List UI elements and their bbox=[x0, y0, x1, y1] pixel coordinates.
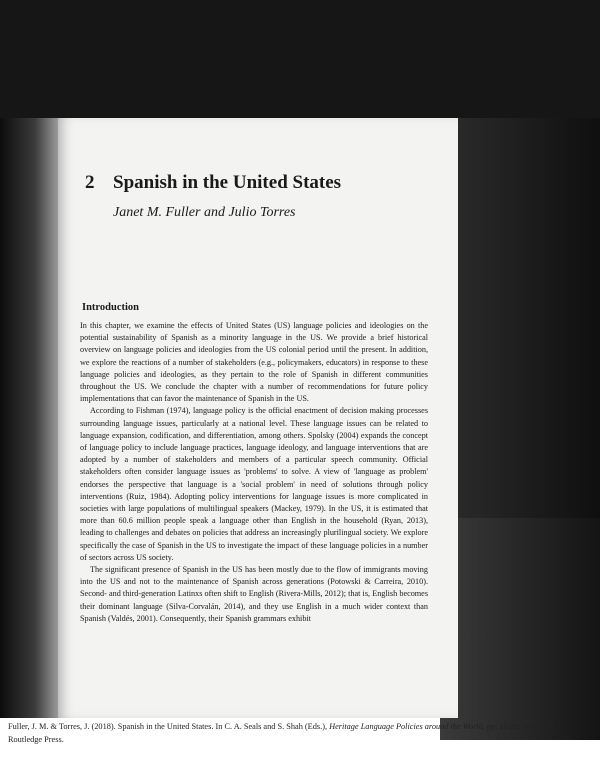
chapter-heading bbox=[85, 172, 415, 194]
section-heading: Introduction bbox=[82, 302, 139, 313]
paragraph: The significant presence of Spanish in the US has been mostly due to the flow of immigrants moving into the US and not to the maintenance of Spanish across generations (Potowski & Carreira, 2010). Second- and third-generation Latinxs often shift to English (Rivera-Mills, 2012); that is, English becomes their dominant language (Silva-Corvalán, 2014), and they use English in a much wider context than Spanish (Valdés, 2001). Consequently, their Spanish grammars exhibit bbox=[80, 565, 428, 623]
scan-background-right-lower bbox=[440, 518, 600, 740]
scan-background-right bbox=[455, 118, 600, 518]
chapter-title: Spanish in the United States bbox=[113, 172, 342, 193]
scan-background-top bbox=[140, 0, 600, 118]
scan-background-top-left bbox=[0, 0, 140, 118]
paragraph: In this chapter, we examine the effects of United States (US) language policies and ideologies on the potential sustainability of Spanish as a minority language in the US. We provide a brief historical overview on language policies and ideologies from the US colonial period until the present. In addition, we explore the reactions of a number of stakeholders (e.g., policymakers, educators) in response to these language policies and ideologies, as they pertain to the role of Spanish in different communities throughout the US. We conclude the chapter with a number of recommendations for future policy implementations that can favor the maintenance of Spanish in the US. bbox=[80, 321, 428, 404]
paragraph: According to Fishman (1974), language policy is the official enactment of decision making processes surrounding language issues, particularly at a national level. These language issues can be related to language expansion, codification, and differentiation, among others. Spolsky (2004) expands the concept of language policy to include language practices, language ideology, and language interventions that are adopted by a number of stakeholders and members of a particular speech community. Official stakeholders often consider language issues as 'problems' to solve. A view of 'language as problem' endorses the perspective that language is a 'social problem' in need of solutions through policy interventions (Ruiz, 1984). Adopting policy interventions for language issues is more complicated in societies with large populations of multilingual speakers (Mackey, 1979). In the US, it is estimated that more than 60.6 million people speak a language other than English in the household (Ryan, 2013), leading to challenges and debates on policies that address an increasingly plurilingual society. We explore specifically the case of Spanish in the US to investigate the impact of these language policies in a number of sectors across US society. bbox=[80, 406, 428, 562]
citation-lead: Fuller, J. M. & Torres, J. (2018). Spanish in the United States. In C. A. Seals and S. Shah (Eds.), bbox=[8, 722, 330, 731]
body-text bbox=[80, 320, 428, 625]
scan-background-left bbox=[0, 118, 58, 718]
citation-book-title: Heritage Language Policies around the World bbox=[329, 722, 483, 731]
citation bbox=[8, 720, 568, 746]
chapter-authors: Janet M. Fuller and Julio Torres bbox=[113, 205, 296, 220]
citation-tail: , pp. 11-29. New York: Routledge Press. bbox=[8, 722, 559, 744]
chapter-number: 2 bbox=[85, 172, 95, 193]
page-corner bbox=[410, 118, 458, 178]
